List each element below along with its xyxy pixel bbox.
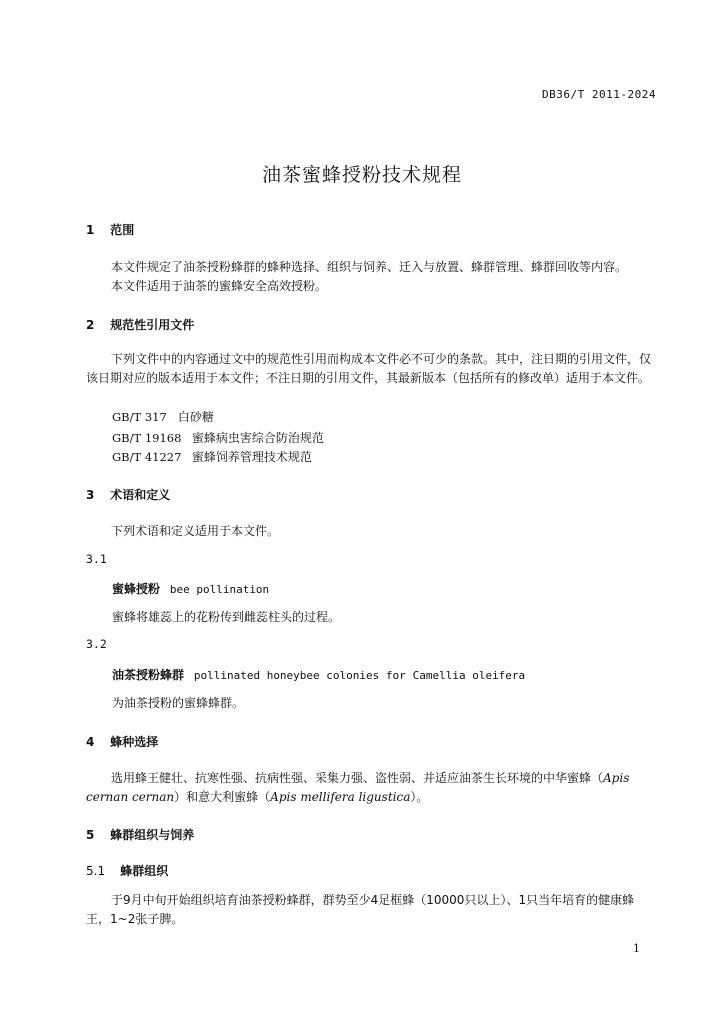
reference-code: GB/T 19168	[112, 431, 182, 445]
reference-item	[112, 408, 214, 425]
page-number: 1	[633, 942, 640, 955]
section-title: 范围	[110, 223, 135, 237]
section-number: 1	[86, 223, 95, 237]
text-run: ）和意大利蜜蜂（	[174, 790, 271, 804]
document-title: 油茶蜜蜂授粉技术规程	[261, 164, 462, 186]
standard-code: DB36/T 2011-2024	[542, 88, 656, 101]
subsection-5-1-paragraph-1: 于9月中旬开始组织培育油茶授粉蜂群，群势至少4足框蜂（10000只以上）、1只当年培育的健康蜂王，1~2张子脾。	[86, 893, 635, 926]
section-2-paragraph-1: 下列文件中的内容通过文中的规范性引用而构成本文件必不可少的条款。其中，注日期的引用文件，仅该日期对应的版本适用于本文件；不注日期的引用文件，其最新版本（包括所有的修改单）适用于本文件。	[86, 352, 652, 385]
section-4-heading	[86, 733, 158, 750]
subsection-5-1-heading	[86, 862, 168, 879]
reference-name: 蜜蜂饲养管理技术规范	[191, 450, 312, 464]
section-title: 蜂群组织与饲养	[110, 828, 195, 842]
term-entry	[112, 580, 269, 597]
subsection-title: 蜂群组织	[120, 864, 169, 878]
section-number: 3	[86, 488, 95, 502]
subsection-number: 5.1	[86, 864, 106, 878]
term-number: 3.2	[86, 637, 107, 651]
section-number: 5	[86, 828, 95, 842]
term-english: bee pollination	[169, 583, 270, 596]
reference-code: GB/T 317	[112, 410, 167, 424]
section-title: 规范性引用文件	[110, 318, 195, 332]
reference-name: 蜜蜂病虫害综合防治规范	[191, 431, 324, 445]
section-title: 蜂种选择	[110, 735, 159, 749]
term-entry	[112, 666, 525, 683]
term-chinese: 蜜蜂授粉	[112, 582, 161, 596]
reference-item	[112, 429, 324, 446]
reference-code: GB/T 41227	[112, 450, 182, 464]
section-1-paragraph-2: 本文件适用于油茶的蜜蜂安全高效授粉。	[111, 279, 328, 293]
text-run: 选用蜂王健壮、抗寒性强、抗病性强、采集力强、盗性弱、并适应油茶生长环境的中华蜜蜂（	[111, 771, 604, 785]
term-number: 3.1	[86, 552, 107, 566]
reference-item	[112, 448, 312, 465]
term-definition: 蜜蜂将雄蕊上的花粉传到雌蕊柱头的过程。	[112, 610, 341, 624]
reference-name: 白砂糖	[177, 410, 214, 424]
section-title: 术语和定义	[110, 488, 171, 502]
section-1-paragraph-1: 本文件规定了油茶授粉蜂群的蜂种选择、组织与饲养、迁入与放置、蜂群管理、蜂群回收等内容。	[111, 260, 628, 274]
section-2-heading	[86, 316, 194, 333]
section-3-paragraph-1: 下列术语和定义适用于本文件。	[111, 524, 280, 538]
term-chinese: 油茶授粉蜂群	[112, 668, 185, 682]
section-number: 2	[86, 318, 95, 332]
section-1-heading	[86, 221, 134, 238]
section-3-heading	[86, 486, 170, 503]
section-number: 4	[86, 735, 95, 749]
section-5-heading	[86, 826, 194, 843]
section-4-paragraph-1	[86, 769, 658, 807]
term-english: pollinated honeybee colonies for	[193, 669, 406, 682]
text-run: ）。	[410, 790, 429, 804]
term-definition: 为油茶授粉的蜜蜂蜂群。	[112, 696, 245, 710]
species-name-chinese-bee: Apis cernan cernan	[86, 771, 630, 804]
species-name-italian-bee: Apis mellifera ligustica	[270, 790, 411, 804]
term-english-species: Camellia oleifera	[412, 669, 526, 682]
